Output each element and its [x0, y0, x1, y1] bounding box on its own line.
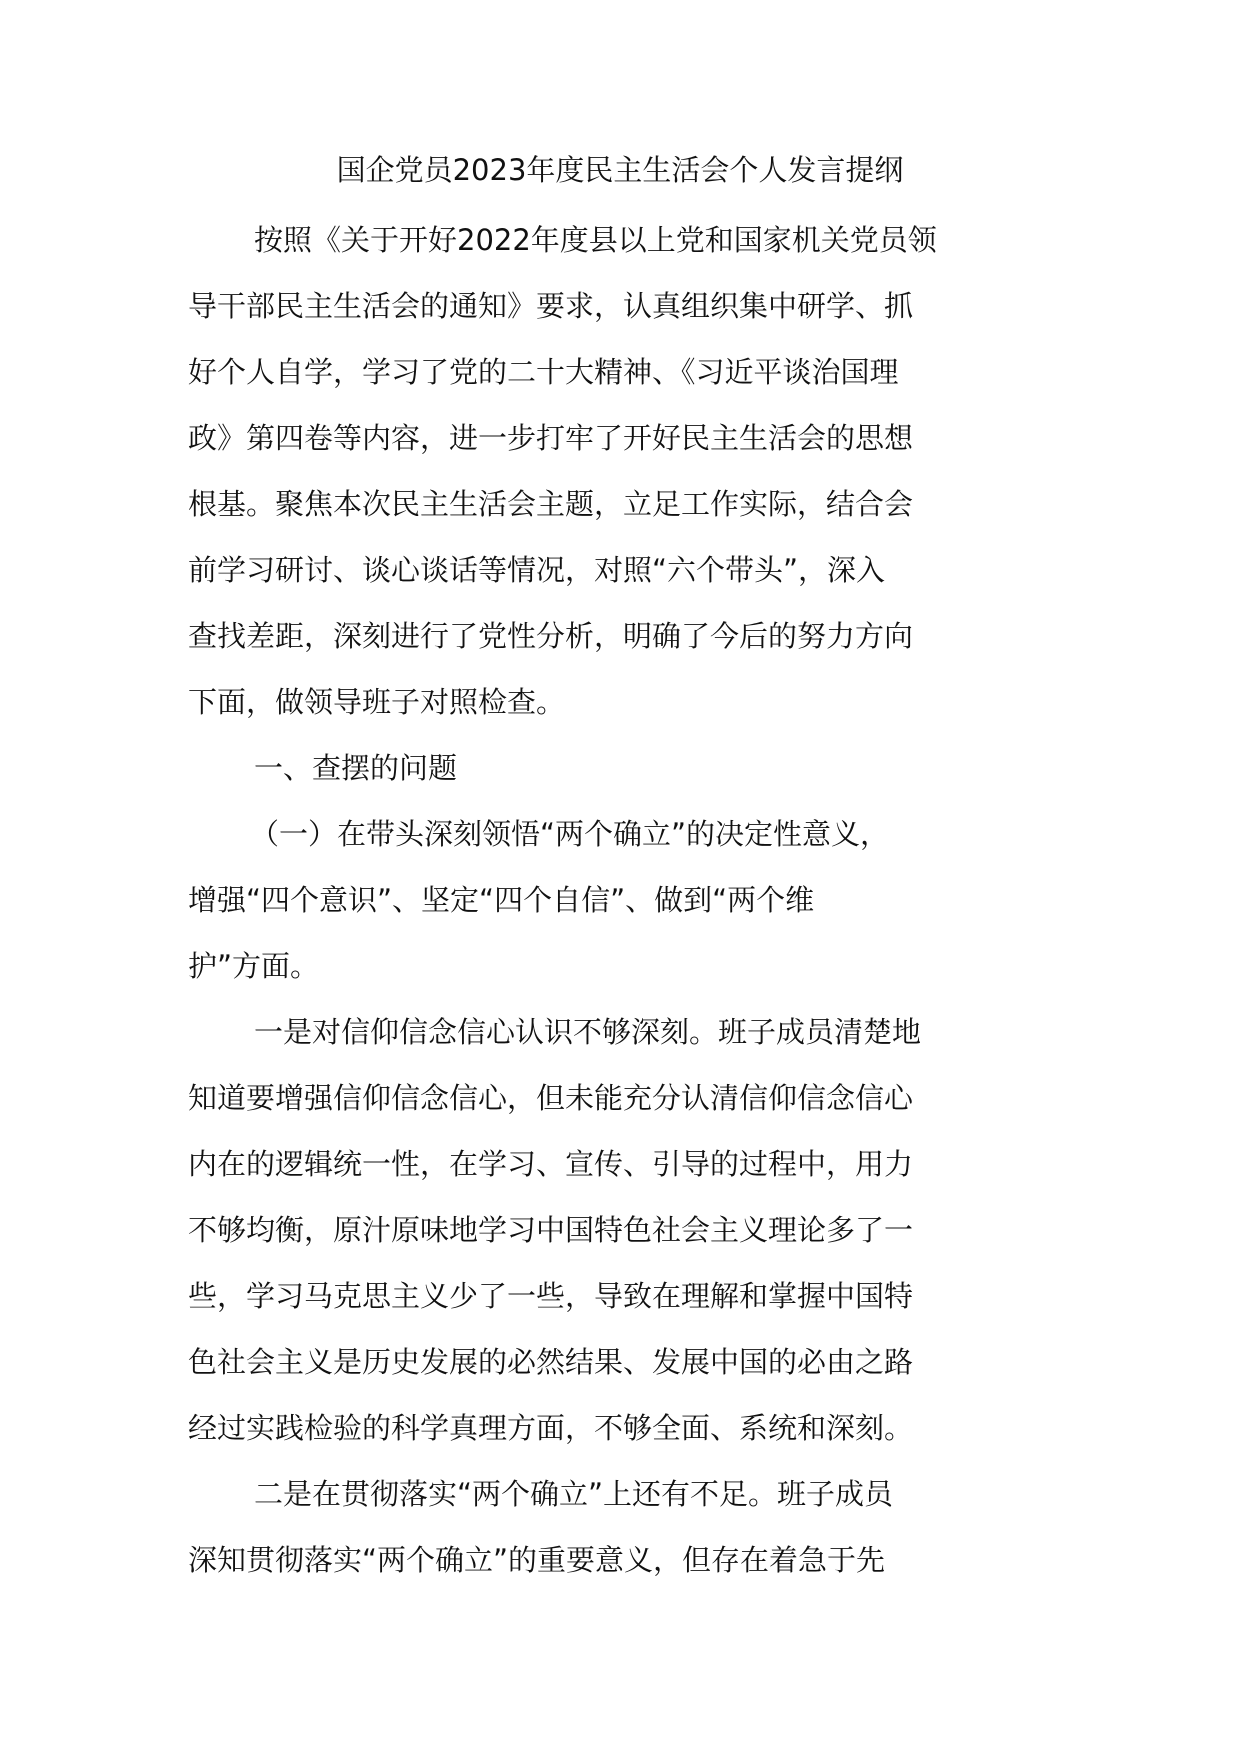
paragraph-line: 下面，做领导班子对照检查。	[188, 685, 566, 719]
paragraph-line: 按照《关于开好2022年度县以上党和国家机关党员领	[254, 223, 937, 257]
paragraph-line: 一是对信仰信念信心认识不够深刻。班子成员清楚地	[254, 1015, 922, 1049]
paragraph-line: 导干部民主生活会的通知》要求，认真组织集中研学、抓	[188, 289, 914, 323]
paragraph-line: 好个人自学，学习了党的二十大精神、《习近平谈治国理	[188, 355, 899, 389]
paragraph-line: 些，学习马克思主义少了一些，导致在理解和掌握中国特	[188, 1279, 914, 1313]
section-heading: 一、查摆的问题	[254, 751, 458, 785]
paragraph-line: 不够均衡，原汁原味地学习中国特色社会主义理论多了一	[188, 1213, 914, 1247]
paragraph-line: 二是在贯彻落实“两个确立”上还有不足。班子成员	[254, 1477, 894, 1511]
paragraph-line: 经过实践检验的科学真理方面，不够全面、系统和深刻。	[188, 1411, 914, 1445]
paragraph-line: 根基。聚焦本次民主生活会主题，立足工作实际，结合会	[188, 487, 914, 521]
paragraph-line: 内在的逻辑统一性，在学习、宣传、引导的过程中，用力	[188, 1147, 914, 1181]
paragraph-line: 色社会主义是历史发展的必然结果、发展中国的必由之路	[188, 1345, 914, 1379]
subsection-heading-line: 护”方面。	[188, 949, 320, 983]
subsection-heading-line: 增强“四个意识”、坚定“四个自信”、做到“两个维	[188, 883, 815, 917]
paragraph-line: 深知贯彻落实“两个确立”的重要意义，但存在着急于先	[188, 1543, 886, 1577]
paragraph-line: 知道要增强信仰信念信心，但未能充分认清信仰信念信心	[188, 1081, 914, 1115]
subsection-heading-line: （一）在带头深刻领悟“两个确立”的决定性意义，	[250, 817, 890, 851]
paragraph-line: 政》第四卷等内容，进一步打牢了开好民主生活会的思想	[188, 421, 914, 455]
paragraph-line: 前学习研讨、谈心谈话等情况，对照“六个带头”，深入	[188, 553, 886, 587]
document-title: 国企党员2023年度民主生活会个人发言提纲	[336, 153, 904, 187]
paragraph-line: 查找差距，深刻进行了党性分析，明确了今后的努力方向	[188, 619, 914, 653]
document-body	[188, 207, 1052, 1593]
